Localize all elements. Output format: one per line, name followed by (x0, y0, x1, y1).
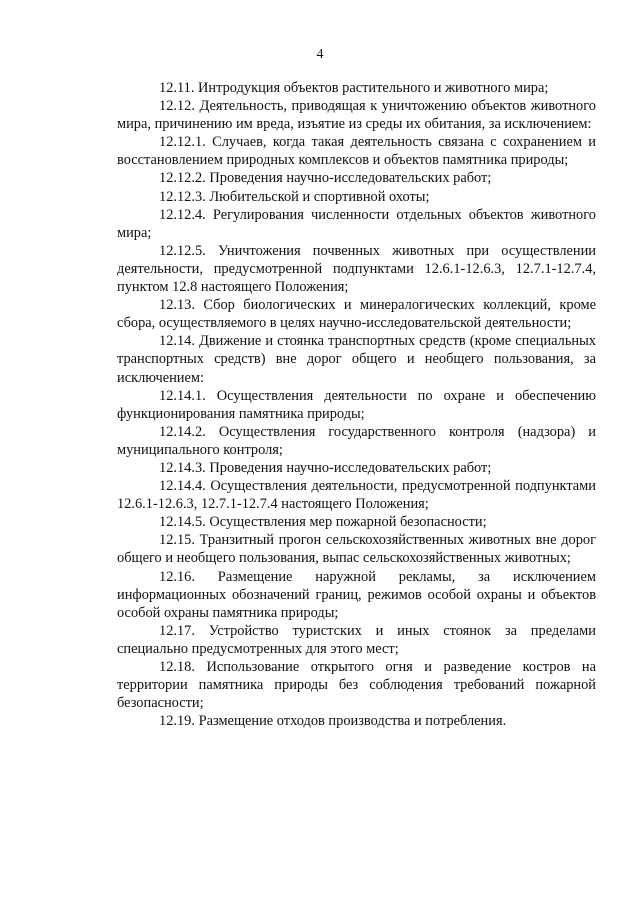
page-number: 4 (316, 47, 324, 62)
paragraph-12-12-5: 12.12.5. Уничтожения почвенных животных при осуществлении деятельности, предусмотренной подпунктами 12.6.1-12.6.3, 12.7.1-12.7.4, пунктом 12.8 настоящего Положения; (117, 242, 596, 296)
paragraph-12-14-3: 12.14.3. Проведения научно-исследовательских работ; (159, 459, 492, 476)
paragraph-12-19: 12.19. Размещение отходов производства и потребления. (159, 713, 507, 730)
paragraph-12-16: 12.16. Размещение наружной рекламы, за исключением информационных обозначений границ, режимов особой охраны и объектов особой охраны памятника природы; (117, 568, 596, 621)
paragraph-12-14: 12.14. Движение и стоянка транспортных средств (кроме специальных транспортных средств) вне дорог общего и необщего пользования, за исключением: (117, 333, 596, 386)
paragraph-12-14-5: 12.14.5. Осуществления мер пожарной безопасности; (159, 514, 487, 531)
paragraph-12-11: 12.11. Интродукция объектов растительного и животного мира; (159, 80, 549, 96)
paragraph-12-12-1: 12.12.1. Случаев, когда такая деятельность связана с сохранением и восстановлением природных комплексов и объектов памятника природы; (117, 134, 596, 169)
paragraph-12-12-3: 12.12.3. Любительской и спортивной охоты; (159, 188, 430, 205)
paragraph-12-12-4: 12.12.4. Регулирования численности отдельных объектов животного мира; (117, 206, 596, 241)
paragraph-12-17: 12.17. Устройство туристских и иных стоянок за пределами специально предусмотренных для этого мест; (117, 622, 596, 657)
paragraph-12-12-2: 12.12.2. Проведения научно-исследовательских работ; (159, 170, 492, 187)
paragraph-12-18: 12.18. Использование открытого огня и разведение костров на территории памятника природы без соблюдения требований пожарной безопасности; (117, 659, 596, 712)
paragraph-12-14-4: 12.14.4. Осуществления деятельности, предусмотренной подпунктами 12.6.1-12.6.3, 12.7.1-12.7.4 настоящего Положения; (117, 478, 596, 513)
paragraph-12-12: 12.12. Деятельность, приводящая к уничтожению объектов животного мира, причинению им вреда, изъятие из среды их обитания, за исключением: (117, 98, 596, 133)
paragraph-12-14-1: 12.14.1. Осуществления деятельности по охране и обеспечению функционирования памятника природы; (117, 387, 596, 422)
paragraph-12-15: 12.15. Транзитный прогон сельскохозяйственных животных вне дорог общего и необщего пользования, выпас сельскохозяйственных животных; (117, 532, 596, 567)
document-body (117, 79, 596, 730)
paragraph-12-14-2: 12.14.2. Осуществления государственного контроля (надзора) и муниципального контроля; (117, 423, 596, 458)
paragraph-12-13: 12.13. Сбор биологических и минералогических коллекций, кроме сбора, осуществляемого в целях научно-исследовательской деятельности; (117, 297, 596, 332)
